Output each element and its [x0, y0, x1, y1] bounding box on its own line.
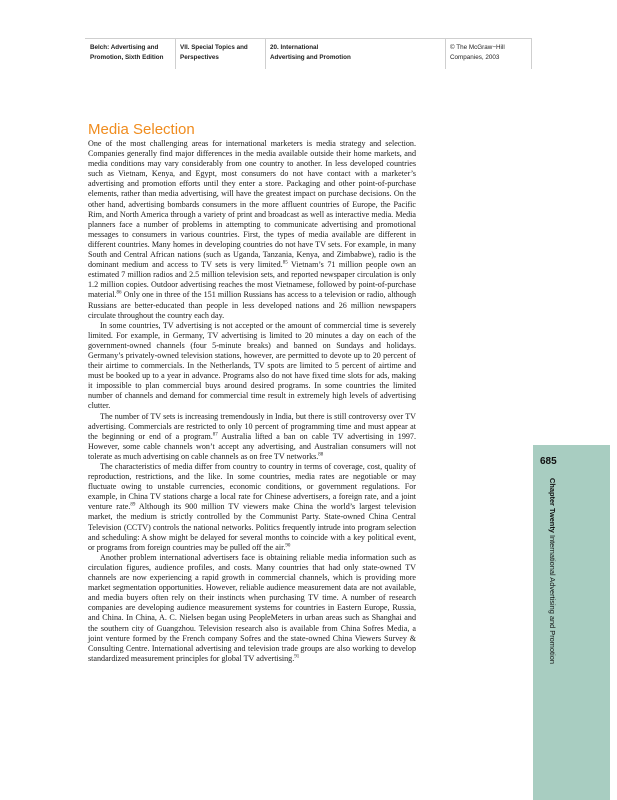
body-text [88, 139, 416, 664]
header-copyright: © The McGraw−Hill Companies, 2003 [450, 44, 505, 61]
footnote-ref: 91 [294, 654, 300, 660]
footnote-ref: 88 [318, 452, 324, 458]
paragraph-text: Only one in three of the 151 million Russians has access to a television or radio, although Russians are better-educated than people in less developed nations and 26 million newspapers circulate throughout the country each day. [88, 290, 416, 320]
paragraph [88, 321, 416, 412]
paragraph-text: Australia lifted a ban on cable TV advertising in 1997. However, some cable channels won’t accept any advertising, and Australian consumers will not tolerate as much advertising on cable channels as on free TV networks. [88, 431, 417, 461]
header-chapter: 20. International Advertising and Promotion [270, 44, 351, 61]
header-divider [531, 39, 532, 69]
running-header [85, 38, 532, 69]
header-book-title: Belch: Advertising and Promotion, Sixth Edition [90, 44, 164, 61]
sidebar-chapter-heading [548, 478, 557, 664]
header-part: VII. Special Topics and Perspectives [180, 44, 248, 61]
paragraph-text: The number of TV sets is increasing tremendously in India, but there is still controversy over TV advertising. Commercials are restricted to only 10 percent of programming time and must appear at the beginning or end of a program. [88, 411, 416, 441]
paragraph-text: In some countries, TV advertising is not accepted or the amount of commercial time is severely limited. For example, in Germany, TV advertising is limited to 20 minutes a day on each of the government-owned channels (four 5-minute breaks) and banned on Sundays and holidays. Germany’s privately-owned television stations, however, are permitted to devote up to 20 percent of their airtime to commercials. In the Netherlands, TV spots are limited to 5 percent of airtime and must be booked up to a year in advance. Programs also do not have fixed time slots for ads, making it impossible to plan commercial buys around desired programs. In some countries the limited number of channels and demand for commercial time result in extremely high levels of advertising clutter. [88, 320, 416, 411]
footnote-ref: 85 [282, 260, 288, 266]
paragraph-text: Vietnam’s 71 million people own an estimated 7 million radios and 2.5 million television sets, and reported newspaper circulation is only 1.2 million copies. Outdoor advertising reaches the most Vietnamese, followed by point-of-purchase material. [88, 260, 416, 300]
header-divider [265, 39, 266, 69]
paragraph-text: Although its 900 million TV viewers make China the world’s largest television market, the medium is strictly controlled by the Communist Party. State-owned China Central Television (CCTV) controls the national networks. Politics frequently intrude into program selection and scheduling: A show might be delayed for several months to coincide with a key political event, or programs from foreign countries may be pulled off the air. [88, 502, 416, 552]
sidebar-chapter-label: Chapter Twenty [548, 478, 557, 533]
footnote-ref: 90 [285, 543, 291, 549]
paragraph [88, 412, 416, 462]
page-number: 685 [540, 456, 557, 467]
section-title: Media Selection [88, 121, 195, 138]
paragraph [88, 553, 416, 664]
paragraph [88, 462, 416, 553]
footnote-ref: 87 [212, 432, 218, 438]
header-divider [445, 39, 446, 69]
chapter-sidebar [533, 445, 610, 800]
paragraph [88, 139, 416, 321]
footnote-ref: 86 [116, 290, 122, 296]
paragraph-text: One of the most challenging areas for international marketers is media strategy and selection. Companies generally find major differences in the media available outside their home markets, and media conditions may vary considerably from one country to another. In less developed countries such as Vietnam, Kenya, and Egypt, most consumers do not have contact with a marketer’s advertising and promotion efforts until they enter a store. Packaging and other point-of-purchase elements, rather than media advertising, will have the greatest impact on purchase decisions. On the other hand, advertising bombards consumers in the more affluent countries of Europe, the Pacific Rim, and North America through a variety of print and broadcast as well as interactive media. Media planners face a number of problems in attempting to communicate advertising and promotional messages to consumers in various countries. First, the types of media available are different in different countries. Many homes in developing countries do not have TV sets. For example, in many South and Central African nations (such as Uganda, Tanzania, Kenya, and Zimbabwe), radio is the dominant medium and access to TV sets is very limited. [88, 139, 416, 270]
paragraph-text: The characteristics of media differ from country to country in terms of coverage, cost, quality of reproduction, restrictions, and the like. In some countries, media rates are negotiable or may fluctuate owing to unstable currencies, economic conditions, or government regulations. For example, in China TV stations charge a local rate for Chinese advertisers, a foreign rate, and a joint venture rate. [88, 462, 416, 512]
paragraph-text: Another problem international advertisers face is obtaining reliable media information such as circulation figures, audience profiles, and costs. Many countries that had only state-owned TV channels are now experiencing a rapid growth in commercial channels, which is providing more market segmentation opportunities. However, reliable audience measurement data are not available, and media buyers often rely on their instincts when purchasing TV time. A number of research companies are developing audience measurement systems for countries in Eastern Europe, Russia, and China. In China, A. C. Nielsen began using PeopleMeters in urban areas such as Shanghai and the southern city of Guangzhou. Television research also is available from China Sofres Media, a joint venture formed by the French company Sofres and the state-owned China Viewers Survey & Consulting Centre. International advertising and television trade groups are also working to develop standardized measurement principles for global TV advertising. [88, 552, 416, 663]
footnote-ref: 89 [130, 502, 136, 508]
sidebar-chapter-title: International Advertising and Promotion [548, 534, 557, 664]
header-divider [175, 39, 176, 69]
